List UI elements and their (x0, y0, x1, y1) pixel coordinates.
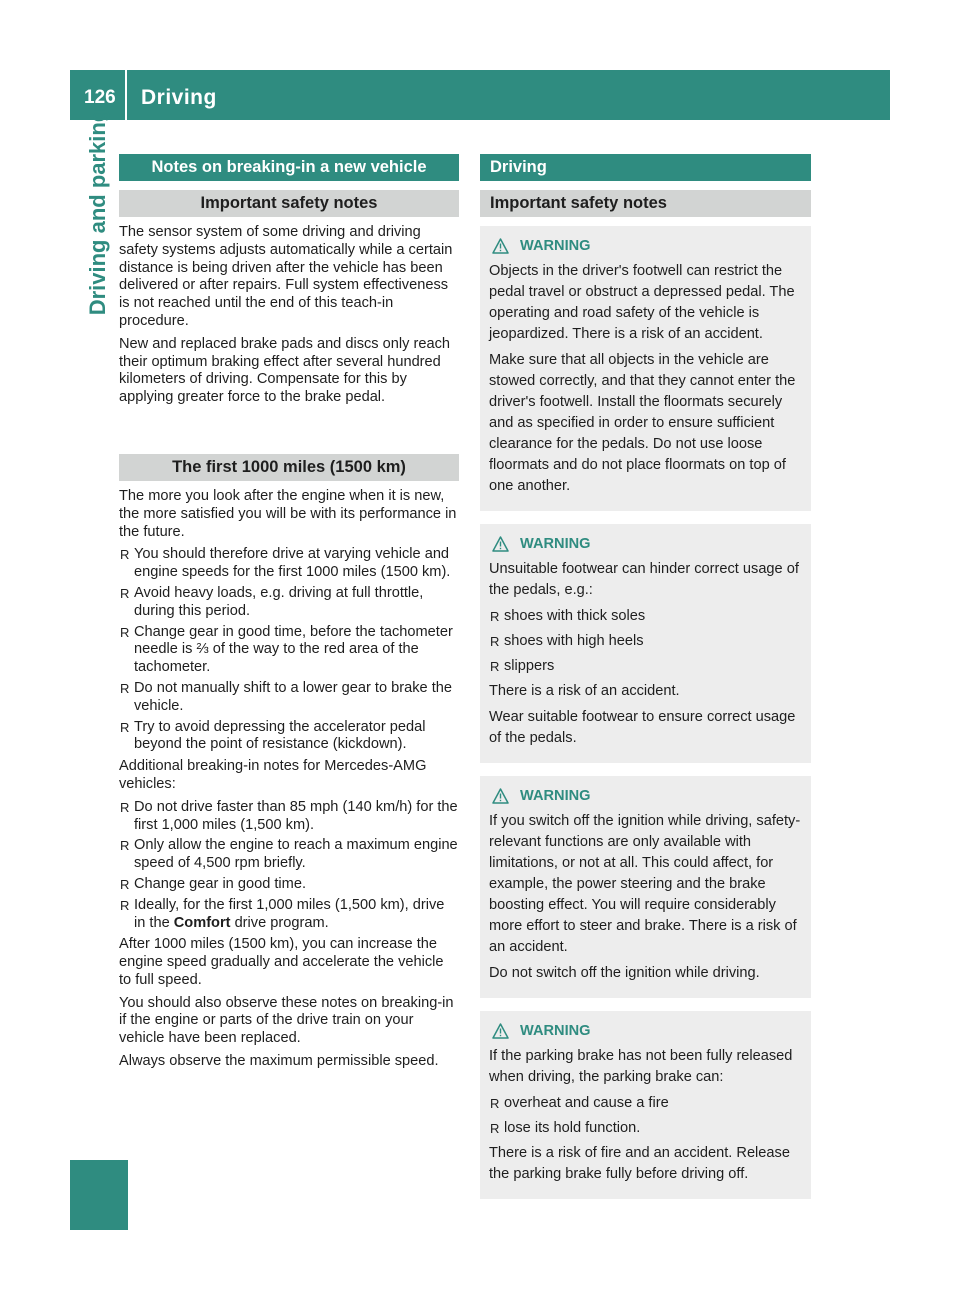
list-item: R overheat and cause a fire (489, 1093, 802, 1114)
paragraph: Additional breaking-in notes for Mercedes-AMG vehicles: (119, 758, 427, 792)
warning-box-ignition (480, 776, 811, 998)
bullet-icon: R (120, 624, 130, 640)
paragraph: Always observe the maximum permissible speed. (119, 1053, 439, 1070)
list-item: R Do not drive faster than 85 mph (140 km/h) for the first 1,000 miles (1,500 km). (120, 798, 458, 833)
list-item: R slippers (489, 656, 802, 677)
paragraph: There is a risk of fire and an accident. Release the parking brake fully before driving off. (489, 1145, 790, 1182)
paragraph: New and replaced brake pads and discs only reach their optimum braking effect after several hundred kilometers of driving. Compensate for this by applying greater force to the brake pedal. (119, 335, 450, 406)
right-column (480, 154, 811, 1199)
breaking-in-list (119, 546, 459, 754)
parking-brake-list (489, 1093, 802, 1139)
warning-box-parking-brake (480, 1011, 811, 1199)
bullet-icon: R (120, 547, 130, 563)
side-marker-block (70, 1160, 128, 1230)
warning-header (489, 785, 802, 807)
list-item: R Avoid heavy loads, e.g. driving at full throttle, during this period. (120, 584, 424, 619)
paragraph: Make sure that all objects in the vehicle are stowed correctly, and that they cannot enter the driver's footwell. Install the floormats securely and as specified in order to ensure sufficient clearance for the pedals. Do not use loose floormats and do not place floormats on top of one another. (489, 352, 796, 494)
warning-triangle-icon (492, 1023, 509, 1039)
paragraph: Objects in the driver's footwell can restrict the pedal travel or obstruct a depressed pedal. The operating and road safety of the vehicle is jeopardized. There is a risk of an accident. (489, 263, 795, 342)
chapter-title: Driving (141, 86, 217, 109)
paragraph: The more you look after the engine when it is new, the more satisfied you will be with its performance in the future. (119, 487, 457, 540)
warning-header (489, 533, 802, 555)
paragraph: Do not switch off the ignition while driving. (489, 965, 760, 981)
warning-box-footwear (480, 524, 811, 763)
list-item: R Ideally, for the first 1,000 miles (1,500 km), drive in the Comfort drive program. (120, 896, 445, 931)
warning-label: WARNING (520, 788, 591, 804)
paragraph: If the parking brake has not been fully released when driving, the parking brake can: (489, 1048, 793, 1085)
bullet-icon: R (120, 838, 130, 854)
bullet-icon: R (120, 680, 130, 696)
bullet-icon: R (490, 1121, 500, 1136)
bullet-icon: R (120, 719, 130, 735)
warning-triangle-icon (492, 536, 509, 552)
list-item: R You should therefore drive at varying vehicle and engine speeds for the first 1000 miles (1500 km). (120, 546, 451, 581)
section-title-driving: Driving (480, 154, 811, 181)
warning-header (489, 1020, 802, 1042)
bullet-icon: R (120, 876, 130, 892)
comfort-label: Comfort (173, 914, 231, 931)
page-number: 126 (84, 87, 116, 108)
list-item: R Only allow the engine to reach a maximum engine speed of 4,500 rpm briefly. (120, 837, 458, 872)
amg-list (119, 799, 459, 933)
warning-header (489, 235, 802, 257)
left-column (119, 154, 459, 1076)
header-divider (125, 70, 127, 120)
list-item: R shoes with high heels (489, 631, 802, 652)
list-item: R Try to avoid depressing the accelerator pedal beyond the point of resistance (kickdown). (120, 718, 426, 753)
paragraph: Unsuitable footwear can hinder correct usage of the pedals, e.g.: (489, 561, 799, 598)
heading-important-safety-notes: Important safety notes (119, 190, 459, 217)
warning-label: WARNING (520, 536, 591, 552)
bullet-icon: R (490, 634, 500, 649)
list-item: R Change gear in good time, before the tachometer needle is ⅔ of the way to the red area of the tachometer. (120, 623, 453, 676)
warning-label: WARNING (520, 238, 591, 254)
paragraph: After 1000 miles (1500 km), you can increase the engine speed gradually and accelerate the vehicle to full speed. (119, 936, 444, 988)
bullet-icon: R (120, 897, 130, 913)
bullet-icon: R (120, 585, 130, 601)
bullet-icon: R (490, 609, 500, 624)
bullet-icon: R (490, 1096, 500, 1111)
warning-label: WARNING (520, 1023, 591, 1039)
list-item: R shoes with thick soles (489, 606, 802, 627)
footwear-list (489, 606, 802, 677)
heading-first-1000-miles: The first 1000 miles (1500 km) (119, 454, 459, 481)
list-item: R Change gear in good time. (120, 875, 306, 892)
warning-box-footwell (480, 226, 811, 511)
paragraph: Wear suitable footwear to ensure correct usage of the pedals. (489, 709, 796, 746)
list-item: R Do not manually shift to a lower gear to brake the vehicle. (120, 679, 452, 714)
paragraph: You should also observe these notes on breaking-in if the engine or parts of the drive train on your vehicle have been replaced. (119, 994, 454, 1047)
paragraph: If you switch off the ignition while driving, safety-relevant functions are only available with limitations, or not at all. This could affect, for example, the power steering and the brake boosting effect. You will require considerably more effort to steer and brake. There is a risk of an accident. (489, 813, 801, 955)
paragraph: The sensor system of some driving and driving safety systems adjusts automatically while a certain distance is being driven after the vehicle has been delivered or after repairs. Full system effectiveness is not reached until the end of this teach-in procedure. (119, 224, 453, 329)
list-item: R lose its hold function. (489, 1118, 802, 1139)
heading-important-safety-notes-right: Important safety notes (480, 190, 811, 217)
section-title-breaking-in: Notes on breaking-in a new vehicle (119, 154, 459, 181)
bullet-icon: R (120, 799, 130, 815)
bullet-icon: R (490, 659, 500, 674)
side-tab-label: Driving and parking (85, 108, 110, 316)
paragraph: There is a risk of an accident. (489, 683, 680, 699)
warning-triangle-icon (492, 788, 509, 804)
warning-triangle-icon (492, 238, 509, 254)
